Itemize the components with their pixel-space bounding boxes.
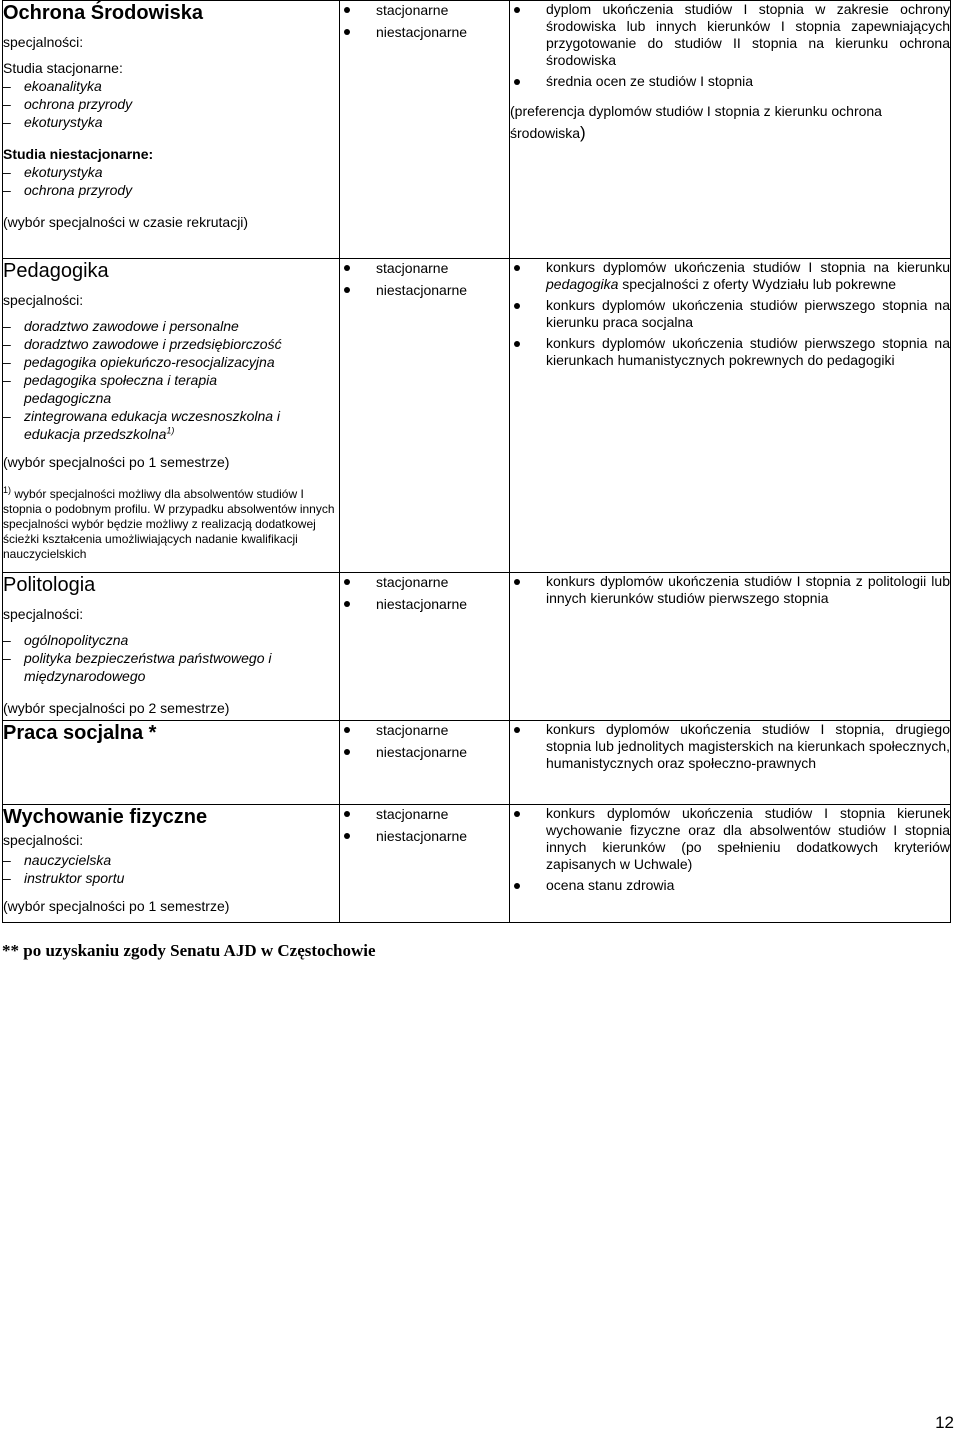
- specialization-item: – ogólnopolityczna: [3, 631, 283, 649]
- study-modes-cell: [340, 573, 510, 721]
- admission-criteria-cell: [510, 805, 951, 923]
- program-row-politologia: [3, 573, 951, 721]
- study-modes-list: [340, 259, 509, 299]
- programs-table: [2, 0, 951, 923]
- criteria-list: [510, 259, 950, 369]
- study-modes-cell: [340, 721, 510, 805]
- footnote-ref: 1): [166, 425, 175, 436]
- program-title: Pedagogika: [3, 260, 109, 282]
- program-row-pedagogika: [3, 259, 951, 573]
- selection-note: (wybór specjalności po 1 semestrze): [3, 454, 230, 470]
- program-title: Praca socjalna *: [3, 722, 157, 744]
- study-modes-list: [340, 805, 509, 845]
- group-label-part-time: Studia niestacjonarne:: [3, 146, 154, 162]
- criterion-item: konkurs dyplomów ukończenia studiów I stopnia z politologii lub innych kierunków studiów pierwszego stopnia: [510, 573, 950, 607]
- specialization-list: [3, 77, 339, 131]
- footnote-mark: 1): [3, 485, 12, 495]
- specialization-item: – ochrona przyrody: [3, 95, 339, 113]
- study-mode-item: stacjonarne: [340, 721, 509, 739]
- study-mode-item: stacjonarne: [340, 573, 509, 591]
- preference-close: ): [580, 123, 586, 142]
- footnote-text: wybór specjalności możliwy dla absolwentów studiów I stopnia o podobnym profilu. W przypadku absolwentów innych specjalności wybór będzie możliwy z realizacją dodatkowej ścieżki kształcenia umożliwiających nadanie kwalifikacji nauczycielskich: [3, 487, 335, 561]
- program-info-cell: [3, 573, 340, 721]
- study-mode-item: niestacjonarne: [340, 595, 509, 613]
- criterion-item: dyplom ukończenia studiów I stopnia w zakresie ochrony środowiska lub innych kierunków I stopnia zapewniających przygotowanie do studiów II stopnia na kierunku ochrona środowiska: [510, 1, 950, 69]
- program-row-ochrona-srodowiska: [3, 1, 951, 259]
- study-modes-cell: [340, 805, 510, 923]
- program-title: Ochrona Środowiska: [3, 2, 204, 24]
- preference-note: [510, 100, 950, 144]
- specialization-list: [3, 631, 283, 685]
- study-modes-list: [340, 573, 509, 613]
- study-modes-cell: [340, 259, 510, 573]
- admission-criteria-cell: [510, 573, 951, 721]
- program-title: Wychowanie fizyczne: [3, 806, 208, 828]
- specialization-item: – pedagogika opiekuńczo-resocjalizacyjna: [3, 353, 283, 371]
- criterion-item: konkurs dyplomów ukończenia studiów pierwszego stopnia na kierunkach humanistycznych pokrewnych do pedagogiki: [510, 335, 950, 369]
- criterion-text: konkurs dyplomów ukończenia studiów I stopnia na kierunku: [546, 259, 950, 275]
- program-row-praca-socjalna: [3, 721, 951, 805]
- study-mode-item: stacjonarne: [340, 259, 509, 277]
- page-number: 12: [935, 1413, 954, 1432]
- program-info-cell: [3, 721, 340, 805]
- specializations-label: specjalności:: [3, 292, 84, 308]
- criteria-list: [510, 721, 950, 772]
- specialization-item: – ekoanalityka: [3, 77, 339, 95]
- study-mode-item: niestacjonarne: [340, 743, 509, 761]
- specialization-list: [3, 317, 283, 443]
- specialization-item-text: zintegrowana edukacja wczesnoszkolna i edukacja przedszkolna: [24, 408, 281, 442]
- footnote: [3, 487, 339, 562]
- criterion-item: konkurs dyplomów ukończenia studiów I stopnia kierunek wychowanie fizyczne oraz dla absolwentów studiów I stopnia innych kierunków (po spełnieniu dodatkowych kryteriów zapisanych w Uchwale): [510, 805, 950, 873]
- selection-note: (wybór specjalności w czasie rekrutacji): [3, 214, 249, 230]
- specialization-item: – ochrona przyrody: [3, 181, 339, 199]
- program-row-wychowanie-fizyczne: [3, 805, 951, 923]
- criterion-item: [510, 259, 950, 293]
- program-info-cell: [3, 805, 340, 923]
- specialization-item: – polityka bezpieczeństwa państwowego i międzynarodowego: [3, 649, 283, 685]
- selection-note: (wybór specjalności po 2 semestrze): [3, 700, 230, 716]
- study-modes-cell: [340, 1, 510, 259]
- specialization-item: – nauczycielska: [3, 851, 339, 869]
- study-mode-item: niestacjonarne: [340, 23, 509, 41]
- study-mode-item: stacjonarne: [340, 1, 509, 19]
- program-info-cell: [3, 259, 340, 573]
- admission-criteria-cell: [510, 1, 951, 259]
- criterion-emphasis: pedagogika: [546, 276, 619, 292]
- selection-note: (wybór specjalności po 1 semestrze): [3, 898, 230, 914]
- criteria-list: [510, 805, 950, 894]
- study-mode-item: niestacjonarne: [340, 281, 509, 299]
- criterion-item: średnia ocen ze studiów I stopnia: [510, 73, 950, 90]
- program-title: Politologia: [3, 574, 96, 596]
- preference-text: (preferencja dyplomów studiów I stopnia z kierunku ochrona środowiska: [510, 103, 882, 141]
- specializations-label: specjalności:: [3, 606, 84, 622]
- study-mode-item: stacjonarne: [340, 805, 509, 823]
- specializations-label: specjalności:: [3, 34, 84, 50]
- criteria-list: [510, 1, 950, 90]
- specialization-item: [3, 407, 283, 443]
- study-modes-list: [340, 721, 509, 761]
- specialization-list: [3, 163, 339, 199]
- group-label-stationary: Studia stacjonarne:: [3, 60, 123, 76]
- specialization-item: – instruktor sportu: [3, 869, 339, 887]
- specialization-item: – ekoturystyka: [3, 113, 339, 131]
- specializations-label: specjalności:: [3, 832, 84, 848]
- admission-criteria-cell: [510, 721, 951, 805]
- senate-approval-note: ** po uzyskaniu zgody Senatu AJD w Częstochowie: [2, 941, 376, 960]
- specialization-item: – ekoturystyka: [3, 163, 339, 181]
- criterion-item: ocena stanu zdrowia: [510, 877, 950, 894]
- criterion-item: konkurs dyplomów ukończenia studiów I stopnia, drugiego stopnia lub jednolitych magisterskich na kierunkach społecznych, humanistycznych oraz społeczno-prawnych: [510, 721, 950, 772]
- specialization-item: – pedagogika społeczna i terapia pedagogiczna: [3, 371, 283, 407]
- admission-criteria-cell: [510, 259, 951, 573]
- specialization-item: – doradztwo zawodowe i przedsiębiorczość: [3, 335, 283, 353]
- specialization-list: [3, 851, 339, 887]
- study-mode-item: niestacjonarne: [340, 827, 509, 845]
- criteria-list: [510, 573, 950, 607]
- specialization-item: – doradztwo zawodowe i personalne: [3, 317, 283, 335]
- study-modes-list: [340, 1, 509, 41]
- program-info-cell: [3, 1, 340, 259]
- criterion-item: konkurs dyplomów ukończenia studiów pierwszego stopnia na kierunku praca socjalna: [510, 297, 950, 331]
- criterion-text: specjalności z oferty Wydziału lub pokrewne: [618, 276, 897, 292]
